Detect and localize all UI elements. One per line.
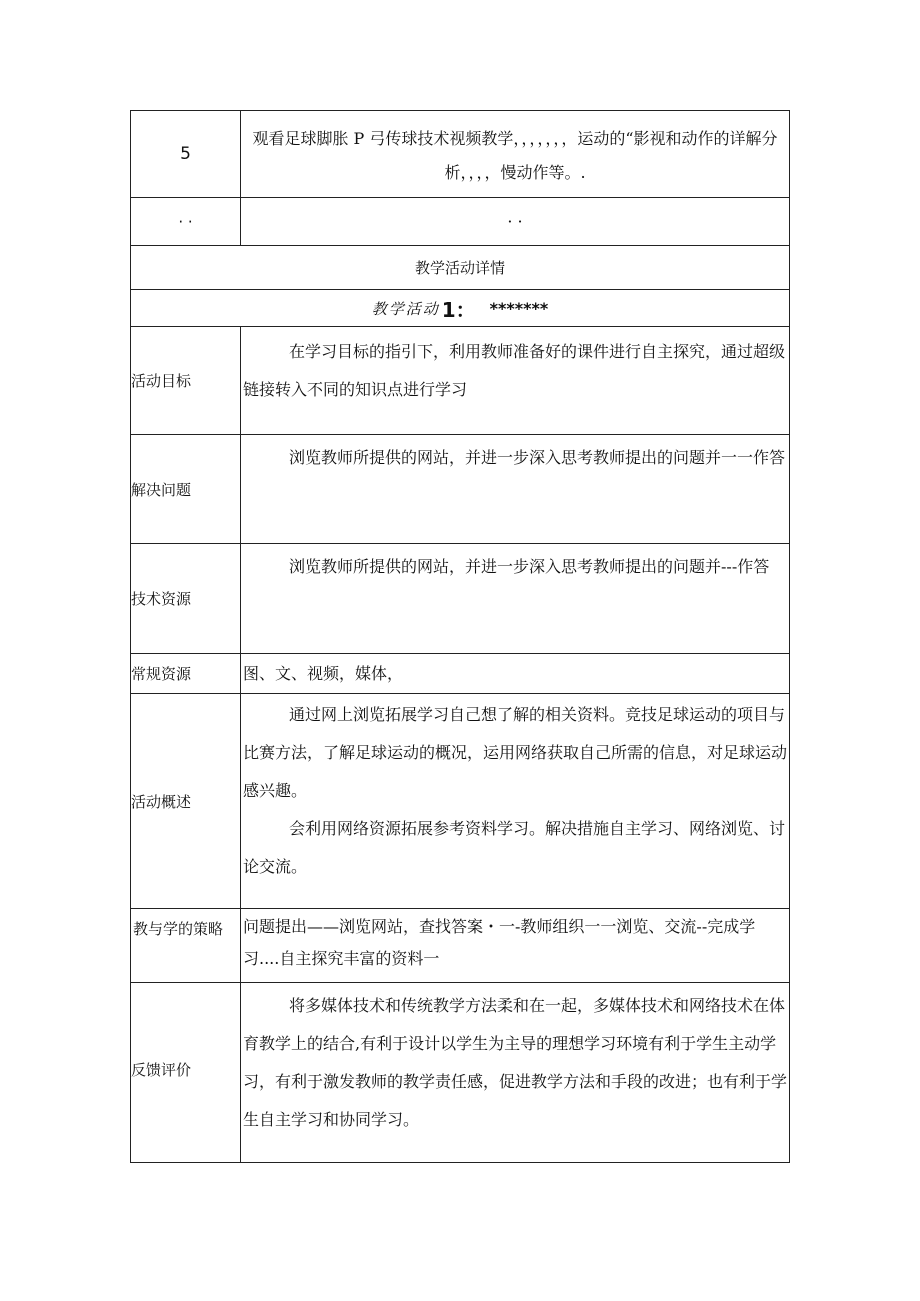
strategy-label: 教与学的策略 bbox=[133, 920, 224, 938]
row-number: 5 bbox=[180, 144, 191, 164]
activity-title-stars: ******* bbox=[489, 298, 549, 318]
normal-text: 图、文、视频，媒体， bbox=[243, 663, 404, 683]
overview-paragraph-1: 通过网上浏览拓展学习自己想了解的相关资料。竞技足球运动的项目与比赛方法，了解足球运动的概况，运用网络获取自己所需的信息，对足球运动感兴趣。 bbox=[243, 705, 788, 800]
section-title: 教学活动详情 bbox=[414, 259, 505, 277]
feedback-label-cell bbox=[131, 983, 241, 1162]
tech-label-cell bbox=[131, 544, 241, 653]
strategy-text: 问题提出——浏览网站，查找答案・一-教师组织一一浏览、交流--完成学习....自主探究丰富的资料一 bbox=[243, 917, 756, 968]
row-normal bbox=[131, 653, 789, 693]
solve-label-cell bbox=[131, 435, 241, 543]
row-strategy bbox=[131, 908, 789, 982]
solve-content bbox=[241, 435, 789, 543]
normal-label-cell bbox=[131, 654, 241, 693]
goal-text: 在学习目标的指引下，利用教师准备好的课件进行自主探究，通过超级链接转入不同的知识点进行学习 bbox=[243, 342, 786, 399]
row-feedback bbox=[131, 982, 789, 1162]
section-title-row bbox=[131, 245, 789, 289]
feedback-content bbox=[241, 983, 789, 1162]
tech-content bbox=[241, 544, 789, 653]
lesson-table bbox=[130, 110, 790, 1163]
section-title-cell bbox=[131, 246, 789, 289]
ellipsis-left: · · bbox=[178, 212, 193, 231]
solve-label: 解决问题 bbox=[131, 480, 192, 499]
overview-paragraph-2: 会利用网络资源拓展参考资料学习。解决措施自主学习、网络浏览、讨论交流。 bbox=[243, 819, 786, 876]
ellipsis-right: · · bbox=[507, 211, 523, 231]
activity-title-cell bbox=[131, 290, 789, 326]
activity-title-number: 1： bbox=[441, 297, 476, 322]
goal-content bbox=[241, 327, 789, 434]
ellipsis-left-cell bbox=[131, 198, 241, 245]
activity-title-prefix: 教学活动 bbox=[371, 299, 440, 318]
tech-text: 浏览教师所提供的网站，并进一步深入思考教师提出的问题并---作答 bbox=[289, 557, 770, 576]
feedback-label: 反馈评价 bbox=[131, 1061, 192, 1079]
overview-content bbox=[241, 694, 789, 908]
row-5 bbox=[131, 111, 789, 197]
strategy-label-cell bbox=[131, 909, 241, 982]
row-goal bbox=[131, 326, 789, 434]
overview-label: 活动概述 bbox=[131, 792, 192, 811]
ellipsis-right-cell bbox=[241, 198, 789, 245]
goal-label-cell bbox=[131, 327, 241, 434]
row-number-cell bbox=[131, 111, 241, 197]
row-solve bbox=[131, 434, 789, 543]
row-5-text: 观看足球脚胀 P 弓传球技术视频教学，，，，，，，运动的“影视和动作的详解分析，，，，慢动作等。. bbox=[252, 129, 778, 182]
row-tech bbox=[131, 543, 789, 653]
goal-label: 活动目标 bbox=[131, 372, 192, 390]
tech-label: 技术资源 bbox=[131, 590, 192, 608]
row-5-content bbox=[241, 111, 789, 197]
overview-label-cell bbox=[131, 694, 241, 908]
row-overview bbox=[131, 693, 789, 908]
activity-title-row bbox=[131, 289, 789, 326]
strategy-content bbox=[241, 909, 789, 982]
feedback-text: 将多媒体技术和传统教学方法柔和在一起，多媒体技术和网络技术在体育教学上的结合,有利于设计以学生为主导的理想学习环境有利于学生主动学习，有利于激发教师的教学责任感，促进教学方法和手段的改进；也有利于学生自主学习和协同学习。 bbox=[243, 996, 788, 1129]
normal-label: 常规资源 bbox=[131, 665, 192, 683]
solve-text: 浏览教师所提供的网站，并进一步深入思考教师提出的问题并一一作答 bbox=[289, 448, 786, 467]
normal-content bbox=[241, 654, 789, 693]
ellipsis-row bbox=[131, 197, 789, 245]
